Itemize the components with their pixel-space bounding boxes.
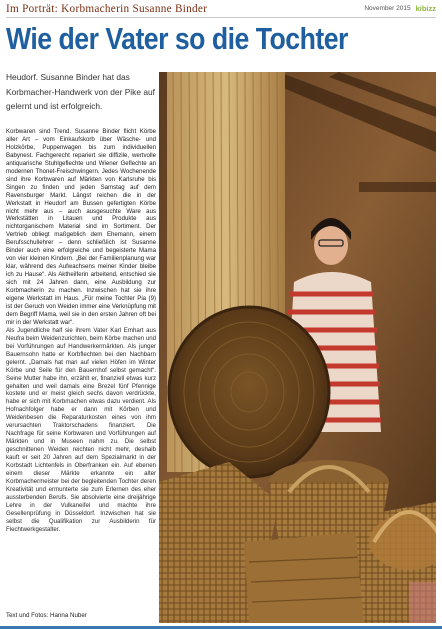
article-photo bbox=[159, 72, 436, 623]
section-label: Im Porträt: Korbmacherin Susanne Binder bbox=[6, 2, 208, 15]
basket-workshop-photo bbox=[159, 72, 436, 623]
body-paragraph: Korbwaren sind Trend. Susanne Binder flicht Körbe aller Art – vom Einkaufskorb über Wäsche- und Holzkörbe, Puppenwagen bis zum individuellen Babynest. Fachgerecht repariert sie diffizile, wertvolle antiquarische Stuhlgeflechte und Wiener Geflechte an modernen Thonet-Freischwingern. Jedes Wochenende sind ihre Korbwaren auf Märkten von Karlsruhe bis Singen zu finden und jeden Samstag auf dem Ravensburger Markt. Längst reichen die in der Werkstatt in Heudorf am Bussen gefertigten Körbe nicht mehr aus – auch ausgesuchte Ware aus Werkstätten in Litauen und Produkte aus nichtorganischem Material sind im Sortiment. Der Vertrieb obliegt maßgeblich dem Ehemann, einem Berufsschullehrer – denn schließlich ist Susanne Binder auch eine erfolgreiche und begeisterte Mama von vier kleinen Kindern. „Bei der Familienplanung war klar, während des Aufwachsens meiner Kinder bleibe ich zu Hause“. Als Aktheilferin arbeitend, entschied sie sich mit 24 Jahren dann, eine Ausbildung zur Korbmacherin zu machen. Inzwischen hat sie ihre eigene Werkstatt im Haus. „Für meine Tochter Pia (9) ist der Geruch von Weiden immer eine Verknüpfung mit dem Begriff Mama, weil sie in den ersten Jahren oft bei mir in der Werkstatt war“. bbox=[6, 128, 156, 326]
header-meta bbox=[364, 4, 436, 13]
article-body bbox=[6, 128, 156, 534]
photo-credit: Text und Fotos: Hanna Nuber bbox=[6, 612, 87, 619]
brand-logo: kibizz bbox=[415, 4, 436, 13]
body-paragraph: Als Jugendliche half sie ihrem Vater Karl Emhart aus Neufra beim Weidenzurichten, beim Körbe machen und bei Vorführungen auf Handwerkermärkten. Als junger Bauernsohn hatte er Korbflechten bei den Nachbarn gelernt. „Damals hat man auf vielen Höfen im Winter Körbe und Seile für den Bauernhof selbst gemacht“. Seine Mutter habe ihn, erzählt er, finanziell etwas kurz gehalten und weil damals eine Brezel fünf Pfennige kostete und er meist gleich sechs davon verdrückte, habe er sich mit Korbmachen etwas dazu verdient. Als Hofnachfolger habe er dann mit Körben und Weidenbesen die Reparaturkosten eines von ihm verursachten Traktorschadens finanziert. Die Nachfrage für seine Korbwaren und Vorführungen auf Märkten und in Museen nahm zu. Die selbst geschnittenen Weiden reichten nicht mehr, deshalb kauft er seit 20 Jahren auf dem Spezialmarkt in der Korbstadt Lichtenfels in Oberfranken ein. Auf ebenen einem dieser Märkte erkannte ein alter Korbmachermeister bei der begleitenden Tochter deren Kreativität und ermunterte sie zum Erlernen des eher aussterbenden Berufs. Sie absolvierte eine dreijährige Lehre in der Vulkaneifel und machte ihre Gesellenprüfung in Düsseldorf. Inzwischen hat sie selbst die Qualifikation zur Ausbilderin für Flechtwerkgestalter. bbox=[6, 326, 156, 533]
page-header bbox=[6, 0, 436, 18]
headline: Wie der Vater so die Tochter bbox=[6, 21, 348, 56]
issue-date: November 2015 bbox=[364, 5, 411, 12]
lead-paragraph: Heudorf. Susanne Binder hat das Korbmacher-Handwerk von der Pike auf gelernt und ist erfolgreich. bbox=[6, 72, 155, 111]
